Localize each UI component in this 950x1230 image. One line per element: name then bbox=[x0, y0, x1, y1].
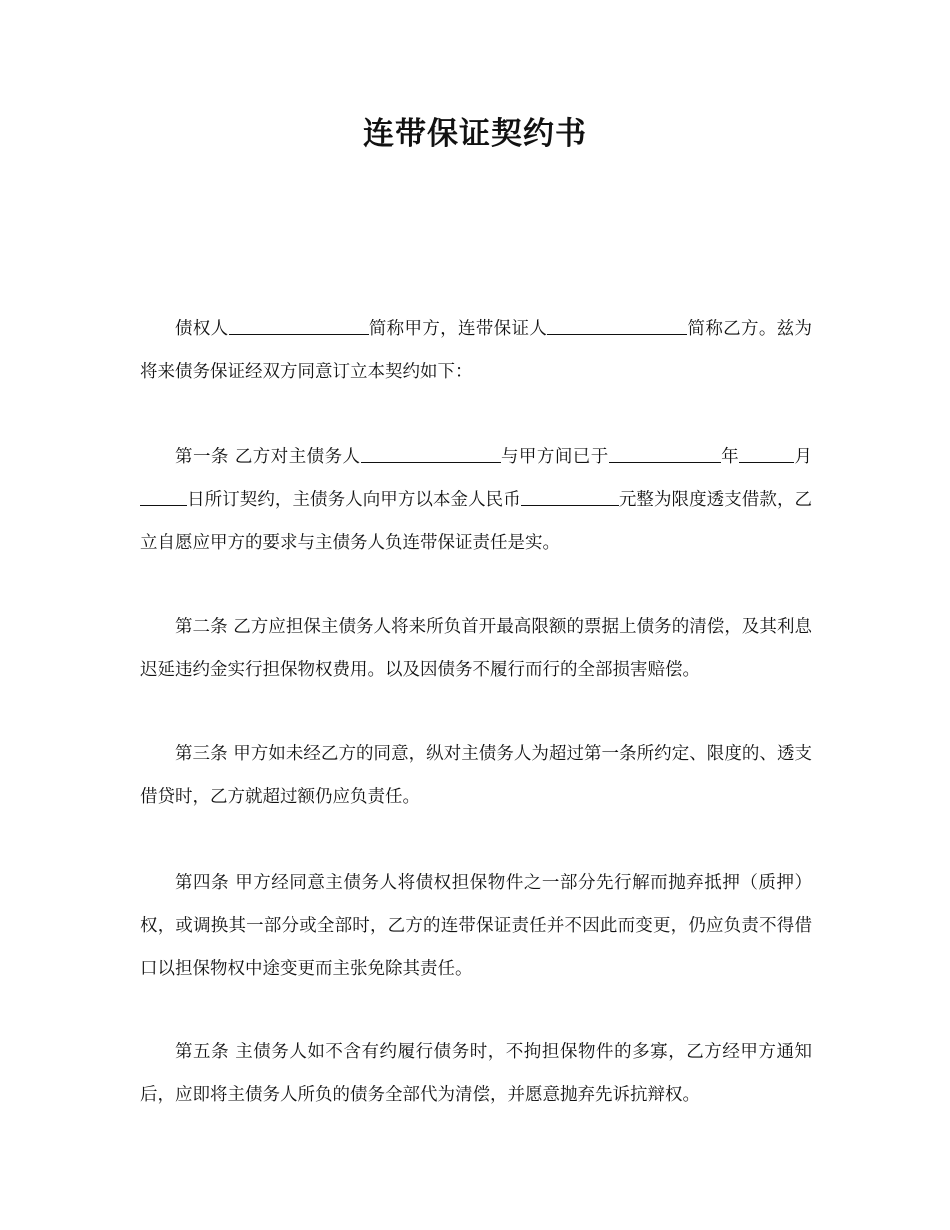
article-1-text-3: 年 bbox=[720, 447, 740, 467]
year-blank bbox=[609, 443, 721, 463]
article-1-text-4: 月 bbox=[794, 447, 813, 467]
guarantor-name-blank bbox=[547, 315, 687, 335]
intro-text-1: 债权人 bbox=[175, 319, 229, 339]
day-blank bbox=[140, 486, 187, 506]
article-3-paragraph: 第三条 甲方如未经乙方的同意，纵对主债务人为超过第一条所约定、限度的、透支借贷时，乙方就超过额仍应负责任。 bbox=[140, 744, 812, 807]
article-5-paragraph: 第五条 主债务人如不含有约履行债务时，不拘担保物件的多寡，乙方经甲方通知后，应即将主债务人所负的债务全部代为清偿，并愿意抛弃先诉抗辩权。 bbox=[140, 1042, 812, 1105]
intro-text-3: 简称乙方。兹为将来债务保证经双方同意订立本契约如下： bbox=[140, 319, 813, 382]
intro-text-2: 简称甲方，连带保证人 bbox=[368, 319, 548, 339]
article-1-text-1: 第一条 乙方对主债务人 bbox=[175, 447, 361, 467]
article-1-paragraph bbox=[140, 436, 812, 565]
month-blank bbox=[739, 443, 794, 463]
article-2-paragraph: 第二条 乙方应担保主债务人将来所负首开最高限额的票据上债务的清偿，及其利息迟延违约金实行担保物权费用。以及因债务不履行而行的全部损害赔偿。 bbox=[140, 617, 812, 680]
article-1-text-2: 与甲方间已于 bbox=[500, 447, 609, 467]
article-1-text-5: 日所订契约，主债务人向甲方以本金人民币 bbox=[187, 490, 521, 510]
intro-paragraph bbox=[140, 308, 812, 394]
article-1-text-6: 元整为限度透支借款，乙立自愿应甲方的要求与主债务人负连带保证责任是实。 bbox=[140, 490, 813, 553]
document-title: 连带保证契约书 bbox=[363, 116, 587, 152]
principal-debtor-blank bbox=[361, 443, 501, 463]
amount-blank bbox=[521, 486, 619, 506]
article-4-paragraph: 第四条 甲方经同意主债务人将债权担保物件之一部分先行解而抛弃抵押（质押）权，或调换其一部分或全部时，乙方的连带保证责任并不因此而变更，仍应负责不得借口以担保物权中途变更而主张免除其责任。 bbox=[140, 873, 812, 979]
creditor-name-blank bbox=[229, 315, 369, 335]
